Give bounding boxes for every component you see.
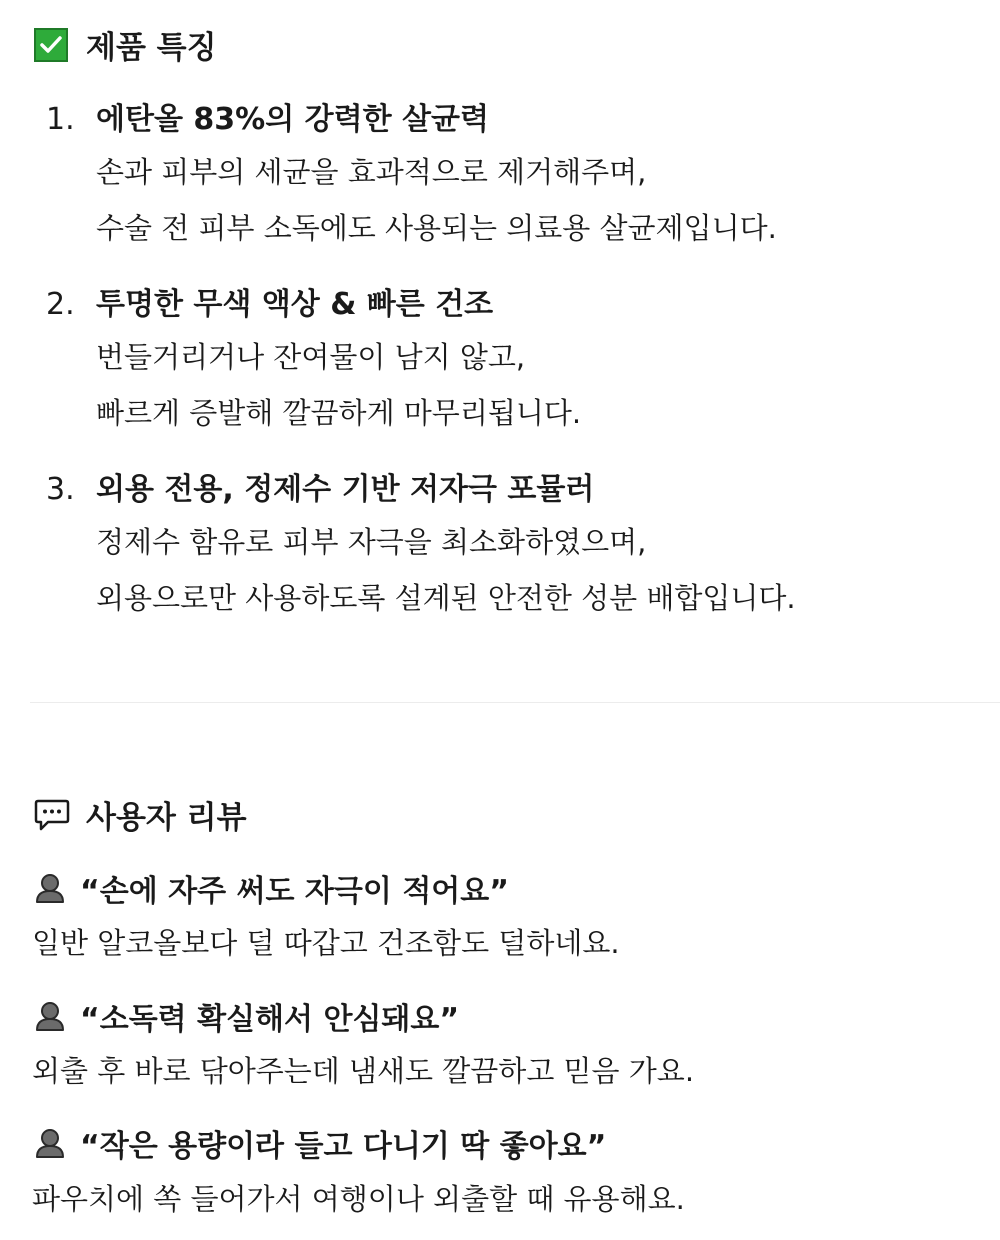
review-1-heading: [34, 866, 509, 910]
review-2-body: 외출 후 바로 닦아주는데 냄새도 깔끔하고 믿음 가요.: [32, 1054, 695, 1088]
feature-item-number: 1.: [46, 102, 75, 137]
section-divider: [30, 702, 1000, 703]
review-quote: “손에 자주 써도 자극이 적어요”: [80, 874, 509, 909]
feature-item-number: 3.: [46, 472, 75, 507]
review-3-body: 파우치에 쏙 들어가서 여행이나 외출할 때 유용해요.: [32, 1182, 685, 1216]
feature-item-2-line-1: 번들거리거나 잔여물이 남지 않고,: [96, 340, 526, 374]
feature-item-3-heading: [46, 464, 594, 508]
features-header: [34, 22, 217, 67]
feature-item-title: 에탄올 83%의 강력한 살균력: [96, 102, 489, 137]
feature-item-1-line-2: 수술 전 피부 소독에도 사용되는 의료용 살균제입니다.: [96, 211, 777, 245]
feature-item-3-line-1: 정제수 함유로 피부 자극을 최소화하였으며,: [96, 525, 647, 559]
feature-item-title: 외용 전용, 정제수 기반 저자극 포뮬러: [96, 472, 595, 507]
feature-item-1-line-1: 손과 피부의 세균을 효과적으로 제거해주며,: [96, 155, 647, 189]
feature-item-1-heading: [46, 94, 489, 138]
person-icon: [34, 1127, 66, 1159]
feature-item-title: 투명한 무색 액상 & 빠른 건조: [96, 287, 494, 322]
check-box-icon: [34, 28, 68, 62]
speech-bubble-icon: [34, 798, 70, 832]
review-3-heading: [34, 1121, 606, 1165]
review-quote: “소독력 확실해서 안심돼요”: [80, 1002, 460, 1037]
features-title: 제품 특징: [86, 30, 217, 66]
review-1-body: 일반 알코올보다 덜 따갑고 건조함도 덜하네요.: [32, 926, 620, 960]
feature-item-3-line-2: 외용으로만 사용하도록 설계된 안전한 성분 배합입니다.: [96, 581, 796, 615]
person-icon: [34, 1000, 66, 1032]
feature-item-2-heading: [46, 279, 493, 323]
review-2-heading: [34, 994, 459, 1038]
person-icon: [34, 872, 66, 904]
reviews-header: [34, 792, 247, 837]
feature-item-2-line-2: 빠르게 증발해 깔끔하게 마무리됩니다.: [96, 396, 582, 430]
reviews-title: 사용자 리뷰: [86, 800, 247, 836]
feature-item-number: 2.: [46, 287, 75, 322]
review-quote: “작은 용량이라 들고 다니기 딱 좋아요”: [80, 1129, 607, 1164]
